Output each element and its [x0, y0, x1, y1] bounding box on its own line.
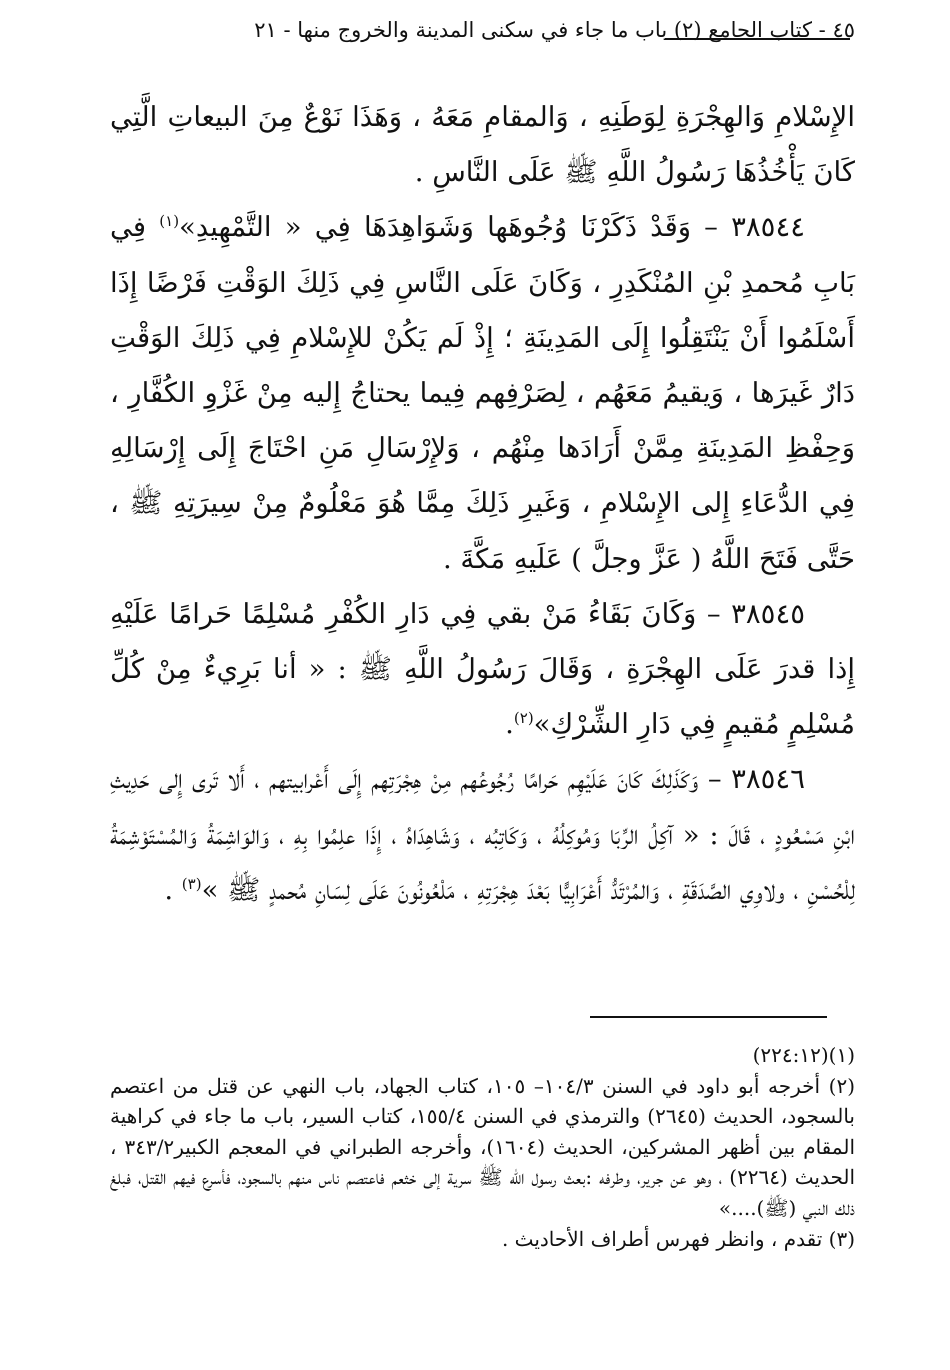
paragraph-38545	[110, 587, 855, 753]
paragraph-number: ٣٨٥٤٥	[731, 597, 805, 630]
footnote-ref-2: (٢)	[513, 709, 534, 728]
footnote-1: (١)(٢٢٤:١٢)	[752, 1043, 855, 1067]
paragraph-continuation	[110, 90, 855, 200]
paragraph-text: – وَقَدْ ذَكَرْنَا وُجُوهَها وَشَوَاهِدَهَا فِي « التَّمْهِيدِ»	[179, 211, 718, 244]
paragraph-text-after: .	[505, 708, 514, 741]
running-header: ٤٥ - كتاب الجامع (٢) باب ما جاء في سكنى المدينة والخروج منها - ٢١	[254, 18, 855, 42]
footnote-3: (٣) تقدم ، وانظر فهرس أطراف الأحاديث .	[501, 1226, 855, 1251]
paragraph-number: ٣٨٥٤٤	[731, 211, 805, 244]
paragraph-text: – وَكَذَلِكَ كَانَ عَلَيْهِم حَرامًا رُجُوعُهم مِنْ هِجْرَتِهم إِلَى أَعْرابيتهم ، أَلا تَرى إِلى حَدِيثِ ابْنِ مَسْعُودٍ ، قَالَ : « آكِلُ الرِّبَا وَمُوكِلُهُ ، وَكَاتِبُه ، وَشَاهِدَاهُ ، إِذَا علِمُوا بِهِ ، وَالوَاشِمَةُ وَالمُسْتَوْشِمَةُ لِلْحُسْنِ ، ولاوِي الصَّدَقَةِ ، وَالمُرْتَدُّ أَعْرَابِيًّا بَعْدَ هِجْرَتِهِ ، مَلْعُونُونَ عَلَى لِسَانِ مُحمدٍ ﷺ »	[110, 763, 855, 906]
main-text	[110, 90, 855, 918]
paragraph-38546	[110, 752, 855, 918]
paragraph-text: الإِسْلامِ وَالهِجْرَةِ لِوَطَنِهِ ، وَالمقامِ مَعَهُ ، وَهَذَا نَوْعٌ مِنَ البيعاتِ الَّتِي كَانَ يَأْخُذُهَا رَسُولُ اللَّهِ ﷺ عَلَى النَّاسِ .	[110, 101, 855, 189]
footnote-2: (٢) أخرجه أبو داود في السنن ١٠٤/٣– ١٠٥، كتاب الجهاد، باب النهي عن قتل من اعتصم بالسجود، الحديث (٢٦٤٥) والترمذي في السنن ١٥٥/٤، كتاب السير، باب ما جاء في كراهية المقام بين أظهر المشركين، الحديث (١٦٠٤)، وأخرجه الطبراني في المعجم الكبير٣٤٣/٢ ، الحديث (٢٢٦٤) ، وهو عن جرير، وطرفه :بعث رسول الله ﷺ سرية إلى خثعم فاعتصم ناس منهم بالسجود، فأسرع فيهم القتل، فبلغ ذلك النبي (ﷺ)....»	[110, 1073, 856, 1220]
header-rule	[665, 38, 850, 40]
footnote-ref-1: (١)	[159, 212, 180, 231]
paragraph-text: – وَكَانَ بَقَاءُ مَنْ بقي فِي دَارِ الكُفْرِ مُسْلِمًا حَرامًا عَلَيْهِ إِذا قدرَ عَلَى الهِجْرَةِ ، وَقَالَ رَسُولُ اللَّهِ ﷺ : « أنا بَرِيءٌ مِنْ كُلِّ مُسْلِمٍ مُقيمٍ فِي دَارِ الشِّرْكِ»	[110, 597, 855, 741]
paragraph-text-after: .	[164, 873, 182, 906]
paragraph-number: ٣٨٥٤٦	[731, 763, 805, 796]
footnote-ref-3: (٣)	[181, 874, 202, 893]
footnote-rule	[590, 1016, 827, 1018]
footnotes	[110, 1040, 855, 1254]
paragraph-text-after: فِي بَابِ مُحمدِ بْنِ المُنْكَدِرِ ، وَكَانَ عَلَى النَّاسِ فِي ذَلِكَ الوَقْتِ فَرْضًا إِذَا أَسْلَمُوا أَنْ يَنْتَقِلُوا إِلَى المَدِينَةِ ؛ إِذْ لَم يَكُنْ للإِسْلامِ فِي ذَلِكَ الوَقْتِ دَارٌ غَيرَها ، وَيقيمُ مَعَهُم ، لِصَرْفِهم فِيما يحتاجُ إِليه مِنْ غَزْوِ الكُفَّارِ ، وَحِفْظِ المَدِينَةِ مِمَّنْ أَرَادَها مِنْهُم ، وَلإِرْسَالِ مَنِ احْتَاجَ إِلَى إِرْسَالِهِ فِي الدُّعَاءِ إِلى الإِسْلامِ ، وَغَيرِ ذَلِكَ مِمَّا هُوَ مَعْلُومٌ مِنْ سِيرَتِهِ ﷺ ، حَتَّى فَتَحَ اللَّهُ ( عَزَّ وجلَّ ) عَلَيهِ مَكَّةَ .	[110, 211, 855, 575]
paragraph-38544	[110, 200, 855, 586]
